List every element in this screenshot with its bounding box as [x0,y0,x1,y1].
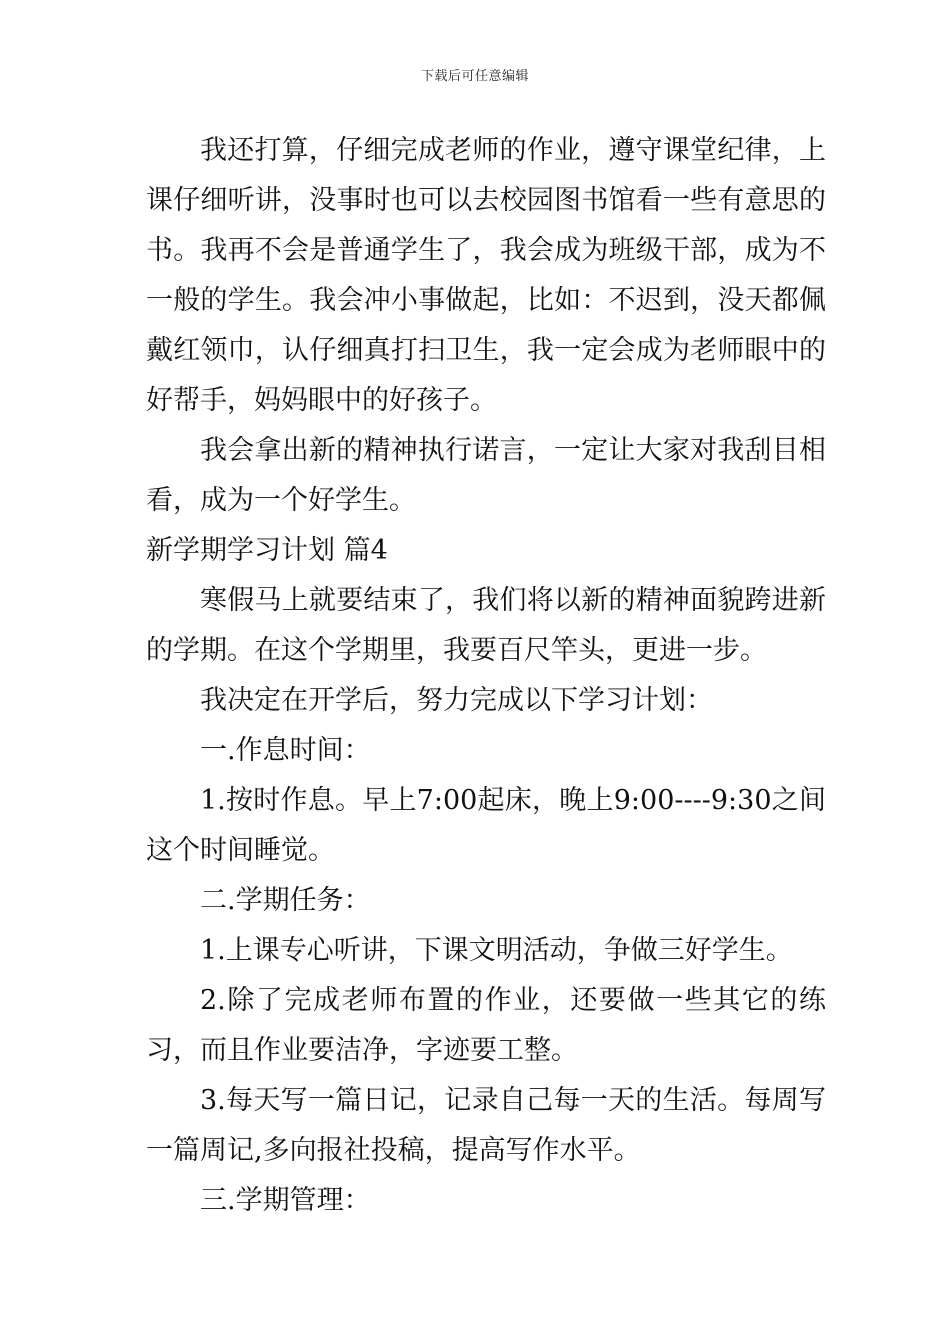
item-schedule-heading: 一.作息时间： [200,735,371,766]
paragraph-plan-details: 我还打算，仔细完成老师的作业，遵守课堂纪律，上课仔细听讲，没事时也可以去校园图书馆看一些有意思的书。我再不会是普通学生了，我会成为班级干部，成为不一般的学生。我会冲小事做起，比如：不迟到，没天都佩戴红领巾，认仔细真打扫卫生，我一定会成为老师眼中的好帮手，妈妈眼中的好孩子。 [146,135,826,416]
item-tasks-heading: 二.学期任务： [200,885,371,916]
item-task-1: 1.上课专心听讲，下课文明活动，争做三好学生。 [200,935,793,966]
item-task-2: 2.除了完成老师布置的作业，还要做一些其它的练习，而且作业要洁净，字迹要工整。 [146,985,826,1066]
paragraph-decision: 我决定在开学后，努力完成以下学习计划： [200,685,713,716]
section-heading: 新学期学习计划 篇4 [146,535,388,566]
item-schedule-1: 1.按时作息。早上7:00起床，晚上9:00----9:30之间这个时间睡觉。 [146,785,826,866]
paragraph-promise: 我会拿出新的精神执行诺言，一定让大家对我刮目相看，成为一个好学生。 [146,435,826,516]
item-management-heading: 三.学期管理： [200,1185,371,1216]
item-task-3: 3.每天写一篇日记，记录自己每一天的生活。每周写一篇周记,多向报社投稿，提高写作水平。 [146,1085,826,1166]
header-note: 下载后可任意编辑 [420,69,529,84]
paragraph-intro: 寒假马上就要结束了，我们将以新的精神面貌跨进新的学期。在这个学期里，我要百尺竿头，更进一步。 [146,585,826,666]
document-body [146,126,826,1226]
